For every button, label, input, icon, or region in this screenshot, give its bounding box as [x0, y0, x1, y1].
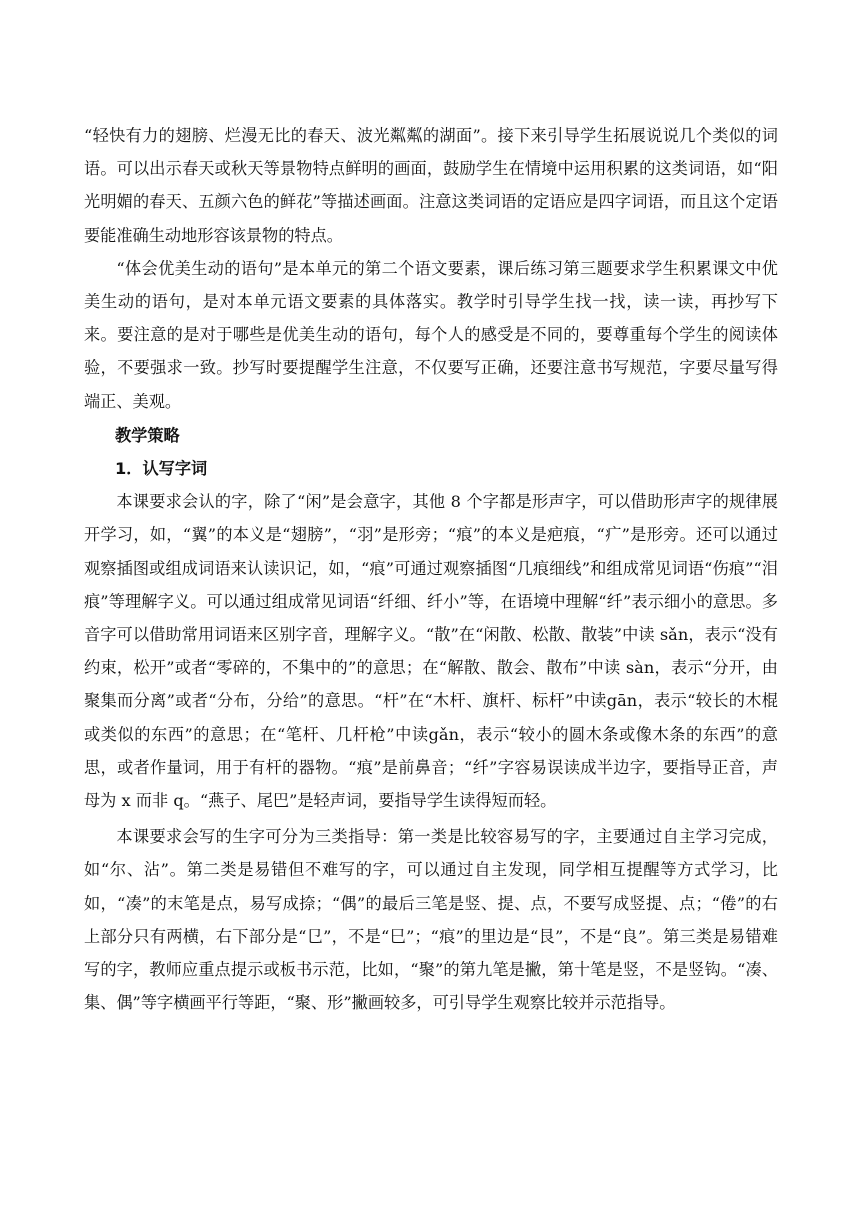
- document-body: [84, 119, 778, 1019]
- paragraph-1: “轻快有力的翅膀、烂漫无比的春天、波光粼粼的湖面”。接下来引导学生拓展说说几个类似的词语。可以出示春天或秋天等景物特点鲜明的画面，鼓励学生在情境中运用积累的这类词语，如“阳光明媚的春天、五颜六色的鲜花”等描述画面。注意这类词语的定语应是四字词语，而且这个定语要能准确生动地形容该景物的特点。: [84, 126, 778, 245]
- subsection-heading: 1．认写字词: [115, 459, 208, 479]
- paragraph-3: 本课要求会认的字，除了“闲”是会意字，其他 8 个字都是形声字，可以借助形声字的规律展开学习，如，“翼”的本义是“翅膀”，“羽”是形旁；“痕”的本义是疤痕，“疒”是形旁。还可以通过观察插图或组成词语来认读识记，如，“痕”可通过观察插图“几痕细线”和组成常见词语“伤痕”“泪痕”等理解字义。可以通过组成常见词语“纤细、纤小”等，在语境中理解“纤”表示细小的意思。多音字可以借助常用词语来区别字音，理解字义。“散”在“闲散、松散、散装”中读 sǎn，表示“没有约束，松开”或者“零碎的，不集中的”的意思；在“解散、散会、散布”中读 sàn，表示“分开，由聚集而分离”或者“分布，分给”的意思。“杆”在“木杆、旗杆、标杆”中读gān，表示“较长的木棍或类似的东西”的意思；在“笔杆、几杆枪”中读gǎn，表示“较小的圆木条或像木条的东西”的意思，或者作量词，用于有杆的器物。“痕”是前鼻音；“纤”字容易误读成半边字，要指导正音，声母为 x 而非 q。“燕子、尾巴”是轻声词，要指导学生读得短而轻。: [84, 492, 778, 811]
- paragraph-4: 本课要求会写的生字可分为三类指导：第一类是比较容易写的字，主要通过自主学习完成，如“尔、沾”。第二类是易错但不难写的字，可以通过自主发现，同学相互提醒等方式学习，比如，“凑”的末笔是点，易写成捺；“偶”的最后三笔是竖、提、点，不要写成竖提、点；“倦”的右上部分只有两横，右下部分是“㔾”，不是“巳”；“痕”的里边是“艮”，不是“良”。第三类是易错难写的字，教师应重点提示或板书示范，比如，“聚”的第九笔是撇，第十笔是竖，不是竖钩。“凑、集、偶”等字横画平行等距，“聚、形”撇画较多，可引导学生观察比较并示范指导。: [84, 827, 778, 1013]
- paragraph-2: “体会优美生动的语句”是本单元的第二个语文要素，课后练习第三题要求学生积累课文中优美生动的语句，是对本单元语文要素的具体落实。教学时引导学生找一找，读一读，再抄写下来。要注意的是对于哪些是优美生动的语句，每个人的感受是不同的，要尊重每个学生的阅读体验，不要强求一致。抄写时要提醒学生注意，不仅要写正确，还要注意书写规范，字要尽量写得端正、美观。: [84, 258, 778, 411]
- section-heading: 教学策略: [115, 425, 180, 445]
